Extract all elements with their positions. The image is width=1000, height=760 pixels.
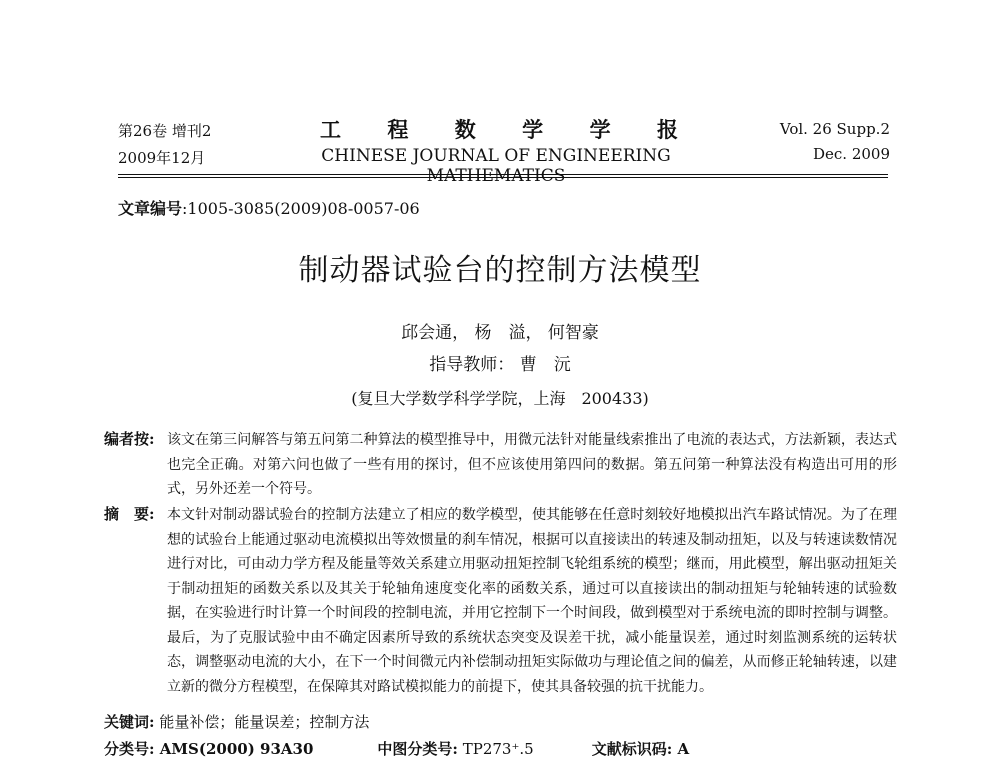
keywords-label: 关键词: [104,713,155,731]
volume-issue-cn: 第26卷 增刊2 [118,122,212,140]
advisor: 指导教师： 曹 沅 [429,355,571,375]
journal-title-char: 学 [522,117,546,142]
journal-title-char: 报 [656,117,680,142]
editor-note-label: 编者按: [104,430,155,448]
clc-label: 中图分类号: [377,740,458,758]
doc-code-value: A [672,740,690,758]
ams-value: AMS(2000) 93A30 [154,740,314,758]
journal-title-cn [320,114,680,144]
affiliation: (复旦大学数学科学学院，上海 200433) [351,389,649,408]
ams-label: 分类号: [104,740,155,758]
editor-note-text: 该文在第三问解答与第五问第二种算法的模型推导中，用微元法针对能量线索推出了电流的表达式，方法新颖，表达式也完全正确。对第六问也做了一些有用的探讨，但不应该使用第四问的数据。第五问第一种算法没有构造出可用的形式，另外还差一个符号。 [167,432,897,497]
article-number-value: :1005-3085(2009)08-0057-06 [182,199,420,218]
header-rule [118,174,888,175]
header-rule [118,177,888,178]
journal-title-en: CHINESE JOURNAL OF ENGINEERING MATHEMATICS [321,146,671,186]
date-cn: 2009年12月 [118,149,206,167]
journal-title-char: 程 [387,117,411,142]
classification-line [104,738,689,759]
doc-code-label: 文献标识码: [591,740,673,758]
authors: 邱会通， 杨 溢， 何智豪 [401,323,599,343]
keywords-value: 能量补偿；能量误差；控制方法 [154,713,370,731]
journal-title-char: 工 [320,117,343,142]
paper-title: 制动器试验台的控制方法模型 [298,253,702,288]
keywords [104,711,369,732]
date-en: Dec. 2009 [812,145,890,163]
article-number [118,196,420,219]
volume-issue-en: Vol. 26 Supp.2 [779,120,890,138]
clc-value: TP273⁺.5 [457,740,534,758]
journal-title-char: 数 [454,117,478,142]
article-number-label: 文章编号 [118,199,183,218]
journal-title-char: 学 [589,117,613,142]
abstract-label: 摘 要: [104,505,155,523]
abstract-text: 本文针对制动器试验台的控制方法建立了相应的数学模型，使其能够在任意时刻较好地模拟出汽车路试情况。为了在理想的试验台上能通过驱动电流模拟出等效惯量的刹车情况，根据可以直接读出的转速及制动扭矩，以及与转速读数情况进行对比，可由动力学方程及能量等效关系建立用驱动扭矩控制飞轮组系统的模型；继而，用此模型，解出驱动扭矩关于制动扭矩的函数关系以及其关于轮轴角速度变化率的函数关系，通过可以直接读出的制动扭矩与轮轴转速的试验数据，在实验进行时计算一个时间段的控制电流，并用它控制下一个时间段，做到模型对于系统电流的即时控制与调整。最后，为了克服试验中由不确定因素所导致的系统状态突变及误差干扰，减小能量误差，通过时刻监测系统的运转状态，调整驱动电流的大小，在下一个时间微元内补偿制动扭矩实际做功与理论值之间的偏差，从而修正轮轴转速，以建立新的微分方程模型，在保障其对路试模拟能力的前提下，使其具备较强的抗干扰能力。 [167,507,897,695]
